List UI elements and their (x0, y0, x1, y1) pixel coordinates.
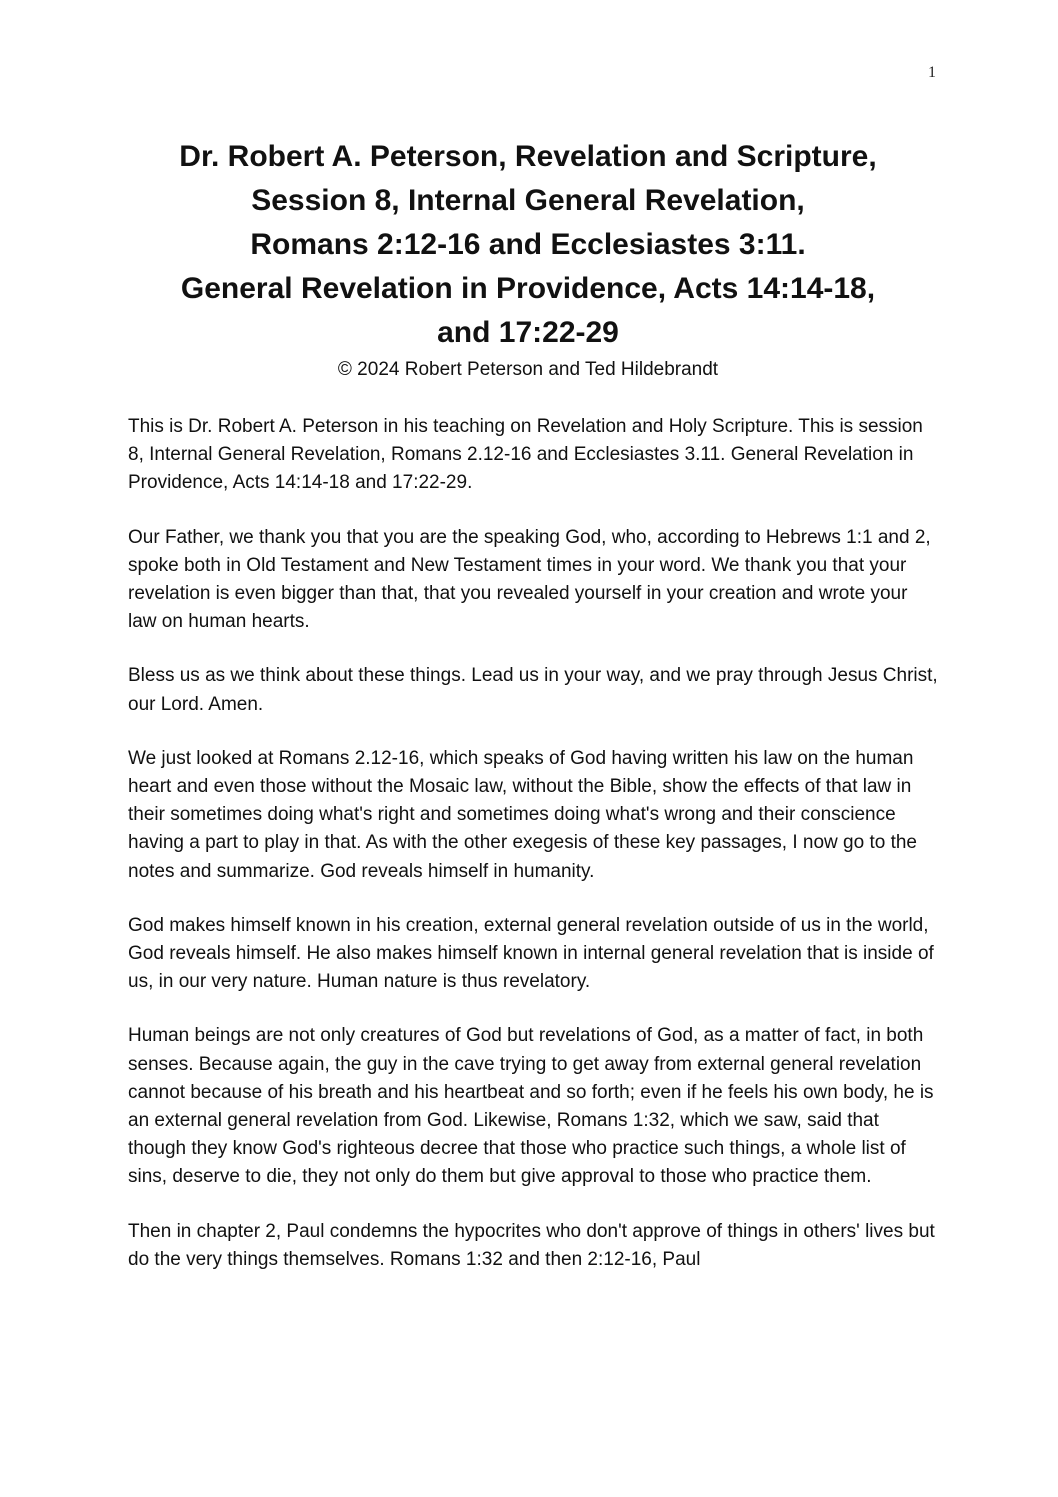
paragraph: Bless us as we think about these things. Lead us in your way, and we pray through Jesus Christ, our Lord. Amen. (128, 665, 938, 715)
title-line: Dr. Robert A. Peterson, Revelation and Scripture, (179, 140, 877, 173)
page-number: 1 (928, 64, 936, 81)
title-line: General Revelation in Providence, Acts 14:14-18, (180, 272, 876, 305)
title-line: Romans 2:12-16 and Ecclesiastes 3:11. (250, 228, 806, 261)
document-title (128, 135, 928, 355)
paragraph: This is Dr. Robert A. Peterson in his teaching on Revelation and Holy Scripture. This is session 8, Internal General Revelation, Romans 2.12-16 and Ecclesiastes 3.11. General Revelation in Providence, Acts 14:14-18 and 17:22-29. (128, 416, 923, 494)
title-line: and 17:22-29 (437, 316, 619, 349)
document-body (128, 413, 940, 1300)
paragraph: Human beings are not only creatures of God but revelations of God, as a matter of fact, in both senses. Because again, the guy in the cave trying to get away from external general revelation cannot because of his breath and his heartbeat and so forth; even if he feels his own body, he is an external general revelation from God. Likewise, Romans 1:32, which we saw, said that though they know God's righteous decree that those who practice such things, a whole list of sins, deserve to die, they not only do them but give approval to those who practice them. (128, 1025, 934, 1188)
paragraph: Our Father, we thank you that you are the speaking God, who, according to Hebrews 1:1 and 2, spoke both in Old Testament and New Testament times in your word. We thank you that your revelation is even bigger than that, that you revealed yourself in your creation and wrote your law on human hearts. (128, 526, 931, 633)
title-line: Session 8, Internal General Revelation, (251, 184, 805, 217)
paragraph: Then in chapter 2, Paul condemns the hypocrites who don't approve of things in others' lives but do the very things themselves. Romans 1:32 and then 2:12-16, Paul (128, 1220, 935, 1270)
paragraph: God makes himself known in his creation, external general revelation outside of us in the world, God reveals himself. He also makes himself known in internal general revelation that is inside of us, in our very nature. Human nature is thus revelatory. (128, 914, 934, 993)
copyright-notice: © 2024 Robert Peterson and Ted Hildebrandt (337, 359, 719, 380)
paragraph: We just looked at Romans 2.12-16, which speaks of God having written his law on the human heart and even those without the Mosaic law, without the Bible, show the effects of that law in their sometimes doing what's right and sometimes doing what's wrong and their conscience having a part to play in that. As with the other exegesis of these key passages, I now go to the notes and summarize. God reveals himself in humanity. (128, 747, 917, 882)
